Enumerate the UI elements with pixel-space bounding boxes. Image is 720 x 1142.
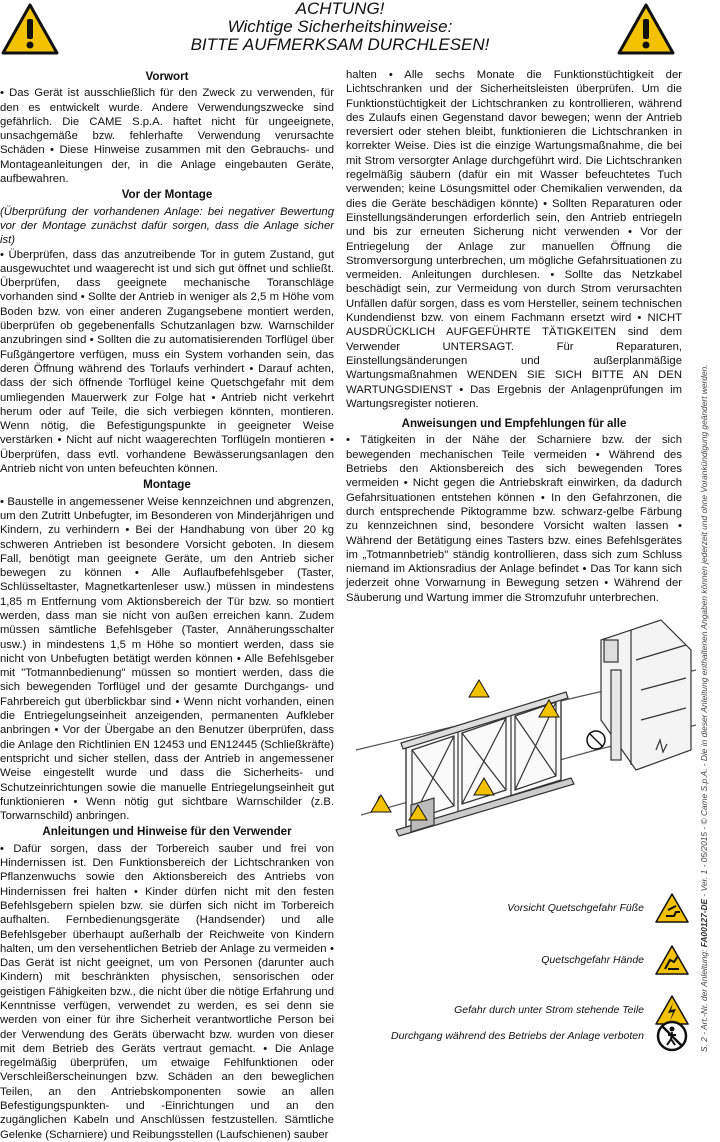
legend-label: Durchgang während des Betriebs der Anlage verboten <box>391 1030 644 1042</box>
left-column <box>0 68 334 1142</box>
side-footer-text <box>699 92 709 1052</box>
side-text-rest: - Ver. 1 - 05/2015 - © Came S.p.A. - Die in dieser Anleitung enthaltenen Angaben können jederzeit und ohne Vorankündigung geändert werden. <box>699 364 709 897</box>
hand-crush-warning-icon <box>654 944 690 976</box>
section-heading-vor-montage: Vor der Montage <box>121 188 213 202</box>
section-heading-montage: Montage <box>143 478 191 492</box>
legend-label: Vorsicht Quetschgefahr Füße <box>507 902 644 914</box>
header <box>0 0 720 64</box>
foot-crush-warning-icon <box>654 892 690 924</box>
warning-triangle-icon <box>616 2 676 56</box>
legend-item <box>360 944 690 976</box>
paragraph-montage: • Baustelle in angemessener Weise kennzeichnen und abgrenzen, um den Zutritt Unbefugter, im Besonderen von Minderjährigen und Kindern, zu verhindern • Bei der Handhabung von über 20 kg schweren Antrieben ist besondere Vorsicht geboten. In diesem Fall, benötigt man geeignete Geräte, um den Antrieb sicher bewegen zu können • Alle Auflaufbefehlsgeber (Taster, Schlüsseltaster, Magnetkartenleser usw.) müssen in mindestens 1,85 m Entfernung vom Aktionsbereich der Tür bzw. so montiert werden, dass man sie nicht von außen erreichen kann. Zudem müssen sämtliche Befehlsgeber (Taster, Annäherungsschalter usw.) in mindestens 1,5 m Höhe so montiert werden, dass sie nicht von Unbefugten betätigt werden können • Alle Befehlsgeber mit "Totmannbedienung" müssen so montiert werden, dass die sich bewegenden Torflügel und der gesamte Durchgangs- und Fahrbereich gut überblickbar sind • Wenn nicht vorhanden, einen die Entriegelungseinheit anzeigenden, permanenten Aufkleber anbringen • Vor der Übergabe an den Benutzer überprüfen, dass die Anlage den Richtlinien EN 12453 und EN12445 (Schließkräfte) entspricht und sicher stellen, dass der Antrieb in angemessener Weise eingestellt wurde und dass die Sicherheits- und Schutzeinrichtungen sowie die manuelle Entriegelungseinheit gut funktionieren • Wenn nötig gut sichtbare Warnschilder (z.B. Torwarnschild) anbringen. <box>0 495 334 823</box>
section-heading-verwender: Anleitungen und Hinweise für den Verwender <box>42 825 292 839</box>
section-heading-vorwort: Vorwort <box>145 70 189 83</box>
right-column <box>346 68 682 605</box>
paragraph-vorwort: • Das Gerät ist ausschließlich für den Zweck zu verwenden, für den es entwickelt wurde. Andere Verwendungszwecke sind gefährlich. Die CAME S.p.A. haftet nicht für ungeeignete, unsachgemäße bzw. fehlerhafte Verwendung verursachte Schäden • Diese Hinweise zusammen mit den Gebrauchs- und Montageanleitungen der, in die Anlage eingebauten Geräte, aufbewahren. <box>0 87 334 186</box>
no-passage-icon <box>654 1020 690 1052</box>
warning-triangle-icon <box>0 2 60 56</box>
legend-label: Gefahr durch unter Strom stehende Teile <box>454 1004 644 1016</box>
side-text-code: FA00127-DE <box>699 898 709 948</box>
title-line-3: BITTE AUFMERKSAM DURCHLESEN! <box>190 35 490 54</box>
title-line-1: ACHTUNG! <box>295 0 385 18</box>
paragraph-empfehlungen: • Tätigkeiten in der Nähe der Scharniere bzw. der sich bewegenden mechanischen Teile vermeiden • Während des Betriebs den Aktionsbereich des sich bewegenden Tores vermeiden • Nicht gegen die Antriebskraft einwirken, da dadurch Gefahrsituationen entstehen können • In den Gefahrzonen, die durch entsprechende Piktogramme bzw. schwarz-gelbe Färbung zu kennzeichnen sind, besondere Vorsicht walten lassen • Während der Betätigung eines Tasters bzw. eines Befehlsgerätes im „Totmannbetrieb" ständig kontrollieren, dass sich zum Schluss niemand im Aktionsradius der Anlage befindet • Das Tor kann sich jederzeit ohne Vorwarnung in Bewegung setzen • Während der Säuberung und Wartung immer die Stromzufuhr unterbrechen. <box>346 434 682 604</box>
legend-item <box>360 1020 690 1052</box>
legend-label: Quetschgefahr Hände <box>541 954 644 966</box>
legend-item <box>360 892 690 924</box>
page-title <box>70 0 610 54</box>
section-heading-empfehlungen: Anweisungen und Empfehlungen für alle <box>401 417 627 431</box>
paragraph-vor-montage-note: (Überprüfung der vorhandenen Anlage: bei negativer Bewertung vor der Montage zunächst dafür sorgen, dass die Anlage sicher ist) <box>0 205 334 247</box>
paragraph-vor-montage: • Überprüfen, dass das anzutreibende Tor in gutem Zustand, gut ausgewuchtet und waagerecht ist und sich gut öffnet und schließt. Überprüfen, dass geeignete mechanische Toranschläge vorhanden sind • Sollte der Antrieb in weniger als 2,5 m Höhe vom Boden bzw. von einer anderen Zugangsebene montiert werden, überprüfen ob gegebenenfalls Schutzanlagen bzw. Warnschilder anzubringen sind • Sollten die zu automatisierenden Torflügel über Fußgängertore verfügen, muss ein System vorhanden sein, das deren Öffnung während des Torlaufs verhindert • Darauf achten, dass der sich öffnende Torflügel keine Quetschgefahr mit dem umliegenden Mauerwerk zur Folge hat • Antrieb nicht verkehrt herum oder auf Teile, die sich verbiegen könnten, montieren. Wenn nötig, die Befestigungspunkte in geeigneter Weise verstärken • Nicht auf nicht waagerechten Torflügeln montieren • Überprüfen, dass evtl. vorhandene Bewässerungsanlagen den Antrieb nicht von unten befeuchten können. <box>0 248 334 476</box>
paragraph-verwender-continued: halten • Alle sechs Monate die Funktionstüchtigkeit der Lichtschranken und der Sicherheitsleisten überprüfen. Um die Funktionstüchtigkeit der Lichtschranken zu kontrollieren, während des Zulaufs einen Gegenstand davor bewegen; wenn der Antrieb reversiert oder stehen bleibt, funktionieren die Lichtschranken in korrekter Weise. Dies ist die einzige Wartungsmaßnahme, die bei mit Strom versorgter Anlage durchgeführt wird. Die Lichtschranken regelmäßig säubern (dafür ein mit Wasser befeuchtetes Tuch verwenden; keine Lösungsmittel oder Chemikalien verwenden, da dies die Geräte beschädigen könnte) • Sollten Reparaturen oder Einstellungsänderungen erforderlich sein, den Antrieb entriegeln und bis zur erneuten Sicherung nicht verwenden • Vor der Entriegelung der Anlage zur manuellen Öffnung die Stromversorgung unterbrechen, um mögliche Gefahrsituationen zu vermeiden. Anleitungen durchlesen. • Sollte das Netzkabel beschädigt sein, zur Vermeidung von durch Strom verursachten Unfällen dafür sorgen, dass es vom Hersteller, seinem technischen Kundendienst bzw. von einem Fachmann ersetzt wird • NICHT AUSDRÜCKLICH AUFGEFÜHRTE TÄTIGKEITEN sind dem Verwender UNTERSAGT. Für Reparaturen, Einstellungsänderungen und außerplanmäßige Wartungsmaßnahmen WENDEN SIE SICH BITTE AN DEN WARTUNGSDIENST • Das Ergebnis der Anlagenprüfungen im Wartungsregister notieren. <box>346 69 682 410</box>
title-line-2: Wichtige Sicherheitshinweise: <box>227 17 453 36</box>
gate-illustration <box>356 600 696 850</box>
side-text-prefix: S. 2 - Art.-Nr. der Anleitung: <box>699 949 709 1052</box>
paragraph-verwender: • Dafür sorgen, dass der Torbereich sauber und frei von Hindernissen ist. Den Funktionsbereich der Lichtschranken von Pflanzenwuchs sowie den Aktionsbereich des Antriebs von Hindernissen frei halten • Kinder dürfen nicht mit den festen Befehlsgebern spielen bzw. sie dürfen sich nicht im Torbereich aufhalten. Fernbedienungsgeräte (Handsender) und alle Befehlsgeber überhaupt außerhalb der Reichweite von Kindern halten, um den versehentlichen Betrieb der Anlage zu vermeiden • Das Gerät ist nicht geeignet, um von Personen (darunter auch Kindern) mit beschränkten physischen, sensorischen oder geistigen Fähigkeiten bzw., die nicht über die nötige Erfahrung und Kenntnisse verfügen, verwendet zu werden, es sei denn sie werden von einer für ihre Sicherheit verantwortliche Person bei der Verwendung des Geräts überwacht bzw. wurden von dieser mit dem Betrieb des Geräts vertraut gemacht. • Die Anlage regelmäßig überprüfen, um etwaige Fehlfunktionen oder Verschleißerscheinungen bzw. Schäden an den beweglichen Teilen, an den Antriebskomponenten sowie an allen Befestigungspunkten- und -Einrichtungen und an den zugänglichen Kabeln und Anschlüssen festzustellen. Sämtliche Gelenke (Scharniere) und Reibungsstellen (Laufschienen) sauber <box>0 842 334 1141</box>
